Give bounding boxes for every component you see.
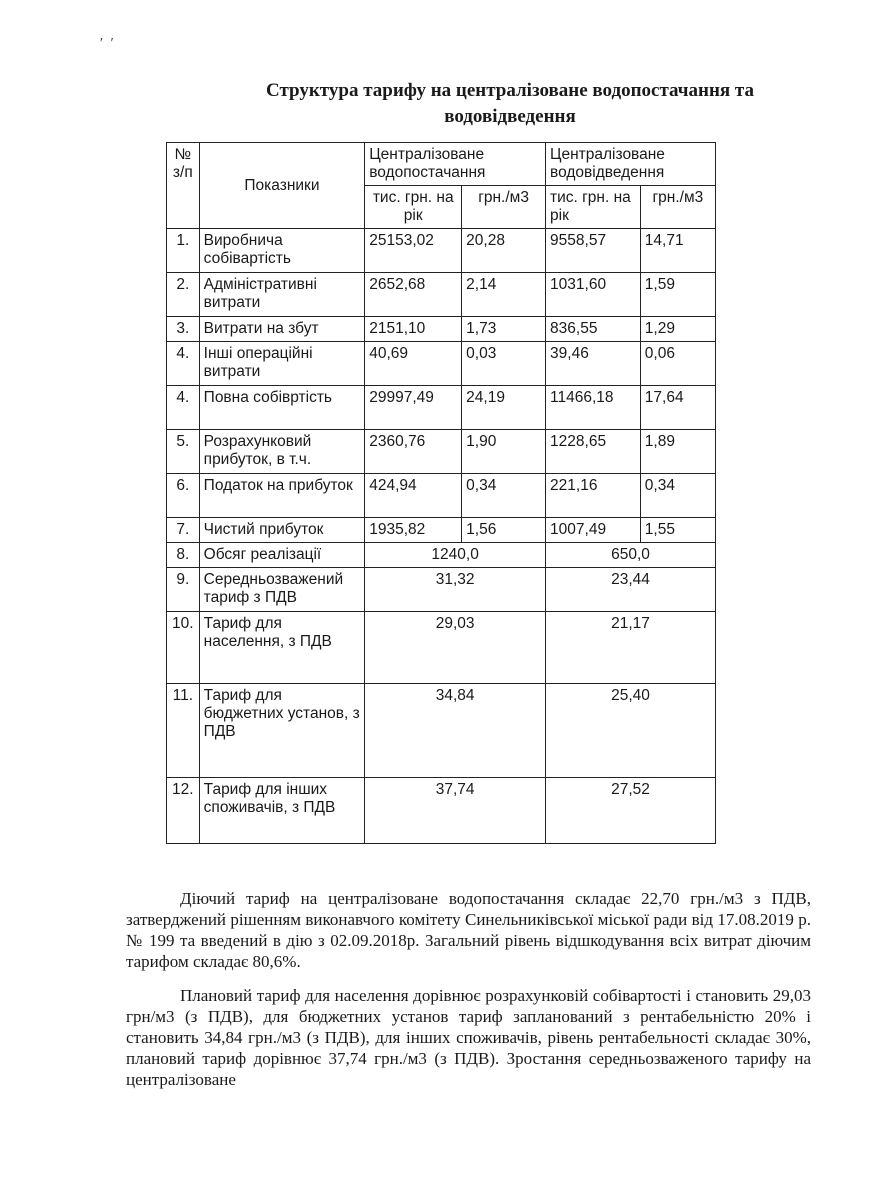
- row-dr-value: 650,0: [546, 543, 716, 568]
- row-dr-m3: 1,55: [640, 518, 715, 543]
- row-ws-year: 25153,02: [365, 229, 462, 273]
- row-num: 12.: [167, 778, 200, 844]
- row-indicator: Повна собівртість: [199, 386, 365, 430]
- document-title: Структура тарифу на централізоване водопостачання та водовідведення: [266, 80, 754, 127]
- row-indicator: Середньозважений тариф з ПДВ: [199, 568, 365, 612]
- row-ws-m3: 1,56: [462, 518, 546, 543]
- table-row: [167, 778, 716, 844]
- row-num: 10.: [167, 612, 200, 684]
- row-indicator: Тариф для бюджетних установ, з ПДВ: [199, 684, 365, 778]
- row-dr-year: 836,55: [546, 317, 641, 342]
- row-indicator: Податок на прибуток: [199, 474, 365, 518]
- row-dr-year: 1031,60: [546, 273, 641, 317]
- row-num: 9.: [167, 568, 200, 612]
- row-indicator: Тариф для інших споживачів, з ПДВ: [199, 778, 365, 844]
- row-ws-m3: 0,34: [462, 474, 546, 518]
- header-dr-unit-m3: грн./м3: [640, 186, 715, 229]
- row-dr-m3: 17,64: [640, 386, 715, 430]
- row-ws-value: 29,03: [365, 612, 546, 684]
- row-dr-year: 39,46: [546, 342, 641, 386]
- row-ws-year: 1935,82: [365, 518, 462, 543]
- row-ws-year: 2652,68: [365, 273, 462, 317]
- row-dr-value: 23,44: [546, 568, 716, 612]
- row-ws-m3: 2,14: [462, 273, 546, 317]
- header-dr-unit-year: тис. грн. на рік: [546, 186, 641, 229]
- row-ws-m3: 1,73: [462, 317, 546, 342]
- row-num: 7.: [167, 518, 200, 543]
- row-num: 6.: [167, 474, 200, 518]
- row-ws-year: 2360,76: [365, 430, 462, 474]
- row-ws-year: 2151,10: [365, 317, 462, 342]
- row-dr-year: 1007,49: [546, 518, 641, 543]
- row-ws-m3: 1,90: [462, 430, 546, 474]
- header-num: № з/п: [167, 143, 200, 229]
- tariff-structure-table: [166, 142, 716, 844]
- row-indicator: Тариф для населення, з ПДВ: [199, 612, 365, 684]
- row-num: 5.: [167, 430, 200, 474]
- row-dr-year: 221,16: [546, 474, 641, 518]
- row-dr-m3: 0,34: [640, 474, 715, 518]
- row-indicator: Розрахунковий прибуток, в т.ч.: [199, 430, 365, 474]
- table-row: [167, 474, 716, 518]
- table-row: [167, 518, 716, 543]
- row-num: 4.: [167, 342, 200, 386]
- row-dr-m3: 1,29: [640, 317, 715, 342]
- table-row: [167, 543, 716, 568]
- table-row: [167, 612, 716, 684]
- row-dr-value: 27,52: [546, 778, 716, 844]
- table-row: [167, 568, 716, 612]
- row-dr-year: 11466,18: [546, 386, 641, 430]
- row-indicator: Адміністративні витрати: [199, 273, 365, 317]
- row-num: 8.: [167, 543, 200, 568]
- header-row-main: [167, 143, 716, 186]
- row-indicator: Інші операційні витрати: [199, 342, 365, 386]
- row-ws-m3: 0,03: [462, 342, 546, 386]
- row-num: 3.: [167, 317, 200, 342]
- row-num: 11.: [167, 684, 200, 778]
- row-dr-value: 25,40: [546, 684, 716, 778]
- row-indicator: Виробнича собівартість: [199, 229, 365, 273]
- row-dr-value: 21,17: [546, 612, 716, 684]
- header-drainage: Централізоване водовідведення: [546, 143, 716, 186]
- paragraph-planned-tariff: Плановий тариф для населення дорівнює розрахунковій собівартості і становить 29,03 грн/м3 (з ПДВ), для бюджетних установ тариф запланований з рентабельністю 20% і становить 34,84 грн./м3 (з ПДВ), для інших споживачів, рівень рентабельності складає 30%, плановий тариф дорівнює 37,74 грн./м3 (з ПДВ). Зростання середньозваженого тарифу на централізоване: [126, 986, 811, 1089]
- page-marks: ′ ′: [100, 36, 116, 51]
- row-indicator: Обсяг реалізації: [199, 543, 365, 568]
- row-indicator: Витрати на збут: [199, 317, 365, 342]
- header-water-supply: Централізоване водопостачання: [365, 143, 546, 186]
- row-num: 2.: [167, 273, 200, 317]
- row-ws-m3: 20,28: [462, 229, 546, 273]
- header-ws-unit-year: тис. грн. на рік: [365, 186, 462, 229]
- row-dr-year: 9558,57: [546, 229, 641, 273]
- row-num: 4.: [167, 386, 200, 430]
- row-ws-value: 31,32: [365, 568, 546, 612]
- table-row: [167, 342, 716, 386]
- table-row: [167, 430, 716, 474]
- table-row: [167, 317, 716, 342]
- row-dr-m3: 1,89: [640, 430, 715, 474]
- table-row: [167, 229, 716, 273]
- header-indicator: Показники: [199, 143, 365, 229]
- row-indicator: Чистий прибуток: [199, 518, 365, 543]
- row-ws-value: 34,84: [365, 684, 546, 778]
- row-dr-m3: 1,59: [640, 273, 715, 317]
- row-ws-value: 37,74: [365, 778, 546, 844]
- row-dr-m3: 0,06: [640, 342, 715, 386]
- row-num: 1.: [167, 229, 200, 273]
- table-row: [167, 273, 716, 317]
- row-dr-year: 1228,65: [546, 430, 641, 474]
- row-ws-value: 1240,0: [365, 543, 546, 568]
- paragraph-current-tariff: Діючий тариф на централізоване водопостачання складає 22,70 грн./м3 з ПДВ, затверджений рішенням виконавчого комітету Синельниківської міської ради від 17.08.2019 р. № 199 та введений в дію з 02.09.2018р. Загальний рівень відшкодування всіх витрат діючим тарифом складає 80,6%.: [126, 889, 811, 971]
- row-ws-year: 424,94: [365, 474, 462, 518]
- table-row: [167, 386, 716, 430]
- row-ws-year: 40,69: [365, 342, 462, 386]
- row-ws-m3: 24,19: [462, 386, 546, 430]
- row-dr-m3: 14,71: [640, 229, 715, 273]
- table-row: [167, 684, 716, 778]
- header-ws-unit-m3: грн./м3: [462, 186, 546, 229]
- row-ws-year: 29997,49: [365, 386, 462, 430]
